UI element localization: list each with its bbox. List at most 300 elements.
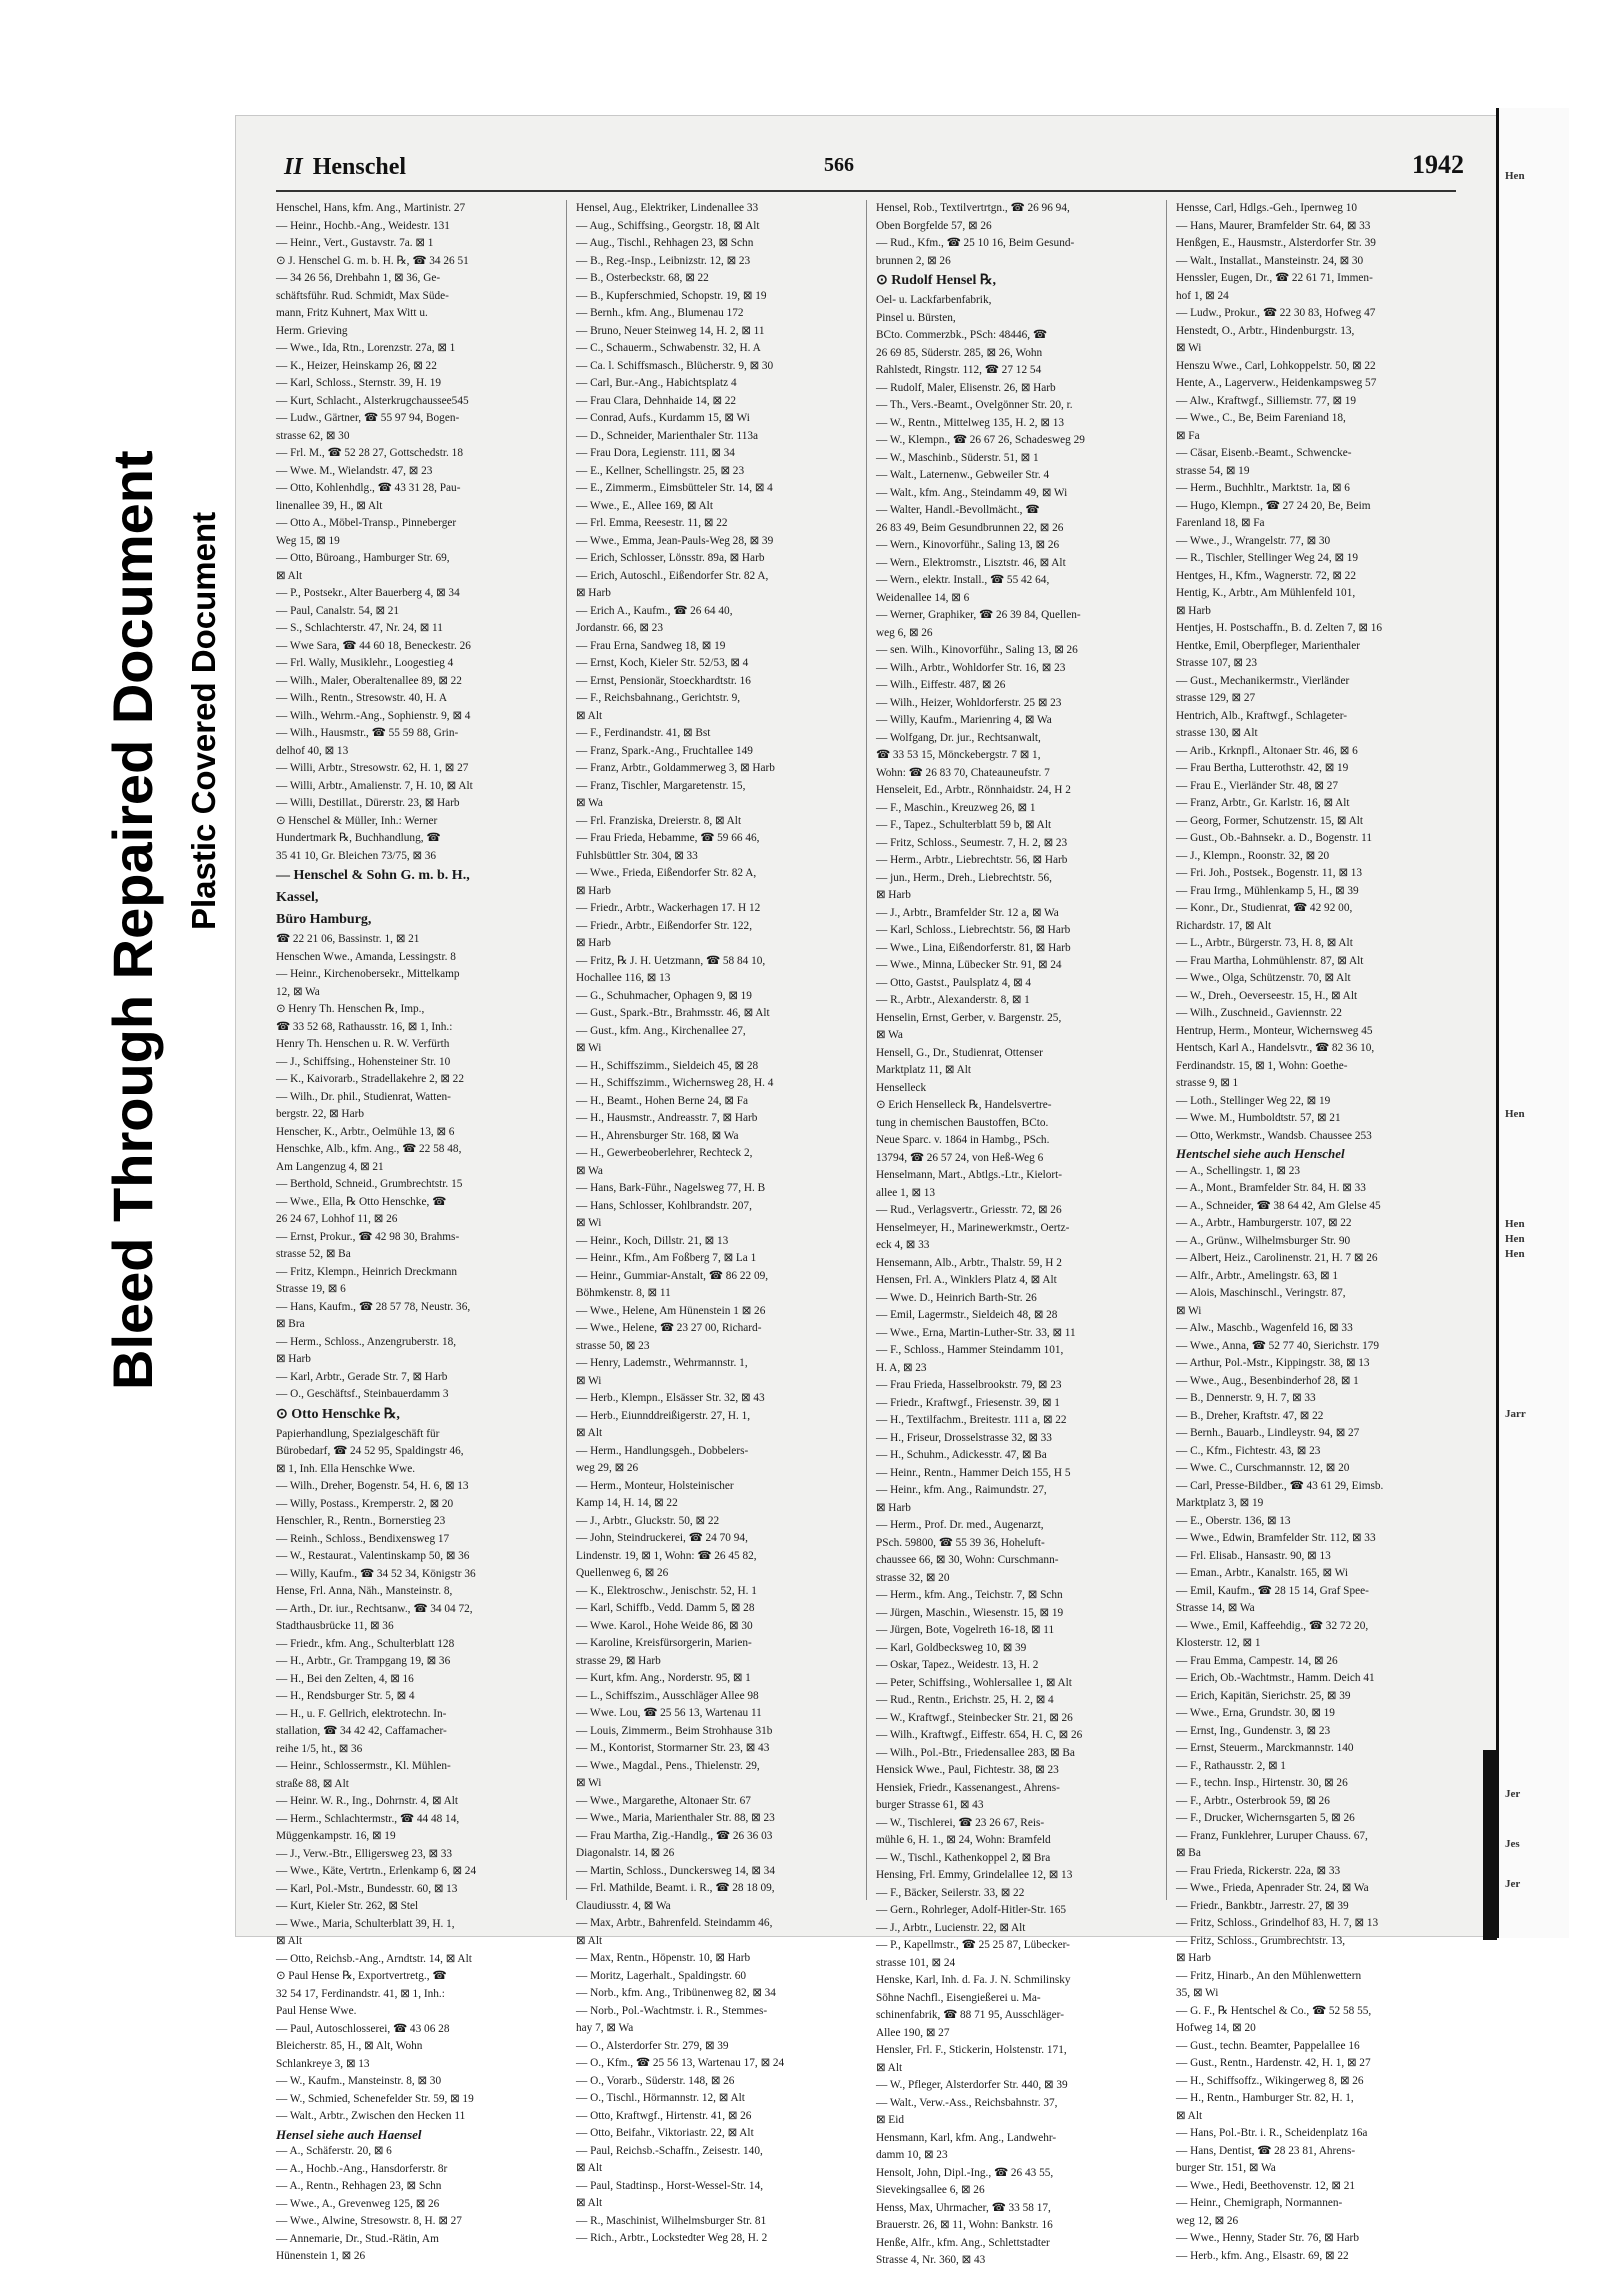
directory-entry: — F., techn. Insp., Hirtenstr. 30, ⊠ 26 [1176, 1777, 1348, 1789]
page-header [284, 150, 1464, 186]
directory-entry: PSch. 59800, ☎ 55 39 36, Hoheluft- [876, 1536, 1045, 1549]
adjacent-page-fragment: Hen [1505, 1233, 1525, 1245]
directory-entry: — Heinr. W. R., Ing., Dohrnstr. 4, ⊠ Alt [276, 1795, 459, 1807]
directory-entry: — Friedr., kfm. Ang., Schulterblatt 128 [276, 1637, 455, 1650]
directory-entry: Hentrup, Herm., Monteur, Wichernsweg 45 [1176, 1024, 1373, 1037]
directory-entry: — W., Dreh., Oeverseestr. 15, H., ⊠ Alt [1176, 989, 1358, 1002]
directory-entry: — H., Bei den Zelten, 4, ⊠ 16 [276, 1672, 414, 1685]
directory-entry: ⊙ Otto Henschke ℞, [276, 1406, 400, 1422]
directory-entry: — Heinr., kfm. Ang., Raimundstr. 27, [876, 1484, 1047, 1496]
directory-entry: — Wilh., Wehrm.-Ang., Sophienstr. 9, ⊠ 4 [276, 709, 471, 722]
directory-entry: ⊠ Alt [276, 569, 303, 582]
directory-entry: ☎ 33 53 15, Mönckebergstr. 7 ⊠ 1, [876, 749, 1041, 761]
directory-entry: — John, Steindruckerei, ☎ 24 70 94, [576, 1532, 748, 1544]
directory-entry: — Wern., Elektromstr., Lisztstr. 46, ⊠ Alt [876, 556, 1066, 569]
directory-entry: — Heinr., Rentn., Hammer Deich 155, H 5 [876, 1466, 1071, 1479]
directory-entry: — Wwe., Hedi, Beethovenstr. 12, ⊠ 21 [1176, 2179, 1355, 2192]
directory-entry: Henschler, R., Rentn., Bornerstieg 23 [276, 1515, 446, 1527]
directory-entry: Henselmeyer, H., Marinewerkmstr., Oertz- [876, 1221, 1070, 1234]
directory-entry: — Carl, Presse-Bildber., ☎ 43 61 29, Eimsb. [1176, 1479, 1384, 1492]
directory-entry: Weidenallee 14, ⊠ 6 [876, 591, 970, 604]
directory-entry: — Ernst, Prokur., ☎ 42 98 30, Brahms- [276, 1230, 460, 1243]
directory-entry: — Max, Arbtr., Bahrenfeld. Steindamm 46, [576, 1917, 773, 1929]
directory-entry: Kassel, [276, 890, 319, 905]
directory-entry: strasse 9, ⊠ 1 [1176, 1077, 1239, 1089]
directory-entry: — E., Kellner, Schellingstr. 25, ⊠ 23 [576, 464, 745, 477]
directory-entry: — A., Grünw., Wilhelmsburger Str. 90 [1176, 1234, 1351, 1247]
directory-entry: — C., Schauerm., Schwabenstr. 32, H. A [576, 342, 761, 354]
directory-entry: ⊙ Rudolf Hensel ℞, [876, 273, 996, 288]
directory-entry: Henszu Wwe., Carl, Lohkoppelstr. 50, ⊠ 22 [1176, 359, 1376, 372]
directory-entry: hay 7, ⊠ Wa [576, 2022, 634, 2034]
directory-entry: eck 4, ⊠ 33 [876, 1239, 930, 1251]
directory-entry: — Wwe., Aug., Besenbinderhof 28, ⊠ 1 [1176, 1374, 1359, 1387]
directory-entry: — Wilh., Eiffestr. 487, ⊠ 26 [876, 679, 1006, 691]
directory-entry: Henße, Alfr., kfm. Ang., Schlettstadter [876, 2236, 1050, 2249]
directory-entry: Henstedt, O., Arbtr., Hindenburgstr. 13, [1176, 324, 1355, 337]
directory-entry: — Wwe. M., Wielandstr. 47, ⊠ 23 [276, 464, 433, 477]
directory-entry: — Hans, Maurer, Bramfelder Str. 64, ⊠ 33 [1176, 219, 1371, 232]
directory-entry: — Wwe., Henny, Stader Str. 76, ⊠ Harb [1176, 2232, 1359, 2244]
directory-entry: — Heinr., Kfm., Am Foßberg 7, ⊠ La 1 [576, 1252, 757, 1264]
directory-entry: — F., Tapez., Schulterblatt 59 b, ⊠ Alt [876, 819, 1052, 831]
directory-entry: — F., Maschin., Kreuzweg 26, ⊠ 1 [876, 801, 1036, 814]
directory-column-3 [876, 200, 1156, 2270]
directory-entry: ⊠ Wa [576, 1164, 603, 1177]
directory-entry: — F., Arbtr., Osterbrook 59, ⊠ 26 [1176, 1794, 1330, 1807]
directory-entry: — Karl, Schloss., Sternstr. 39, H. 19 [276, 377, 442, 389]
directory-entry: — Bernh., kfm. Ang., Blumenau 172 [576, 307, 744, 319]
directory-entry: — Otto, Beifahr., Viktoriastr. 22, ⊠ Alt [576, 2127, 754, 2139]
directory-entry: — A., Schäferstr. 20, ⊠ 6 [276, 2145, 392, 2157]
directory-entry: — Otto, Gastst., Paulsplatz 4, ⊠ 4 [876, 976, 1032, 989]
directory-entry: 26 69 85, Süderstr. 285, ⊠ 26, Wohn [876, 346, 1043, 359]
directory-entry: — Alw., Maschb., Wagenfeld 16, ⊠ 33 [1176, 1322, 1353, 1334]
directory-entry: 26 24 67, Lohhof 11, ⊠ 26 [276, 1213, 398, 1225]
directory-entry: — Herb., kfm. Ang., Elsastr. 69, ⊠ 22 [1176, 2249, 1349, 2262]
directory-entry: Pinsel u. Bürsten, [876, 311, 956, 324]
directory-entry: — Loth., Stellinger Weg 22, ⊠ 19 [1176, 1094, 1331, 1107]
directory-entry: Weg 15, ⊠ 19 [276, 534, 340, 547]
directory-entry: 26 83 49, Beim Gesundbrunnen 22, ⊠ 26 [876, 521, 1064, 534]
directory-entry: — Gust., kfm. Ang., Kirchenallee 27, [576, 1024, 746, 1037]
directory-entry: — Friedr., Arbtr., Eißendorfer Str. 122, [576, 919, 753, 932]
directory-entry: — A., Schellingstr. 1, ⊠ 23 [1176, 1164, 1301, 1177]
directory-entry: — O., Geschäftsf., Steinbauerdamm 3 [276, 1388, 449, 1400]
bleed-through-label: Bleed Through Repaired Document [101, 450, 164, 1390]
directory-entry: strasse 101, ⊠ 24 [876, 1956, 956, 1969]
directory-entry: hof 1, ⊠ 24 [1176, 289, 1229, 302]
directory-entry: — Wilh., Rentn., Stresowstr. 40, H. A [276, 692, 447, 704]
directory-entry: ⊠ Harb [1176, 604, 1211, 617]
directory-entry: — Bernh., Bauarb., Lindleystr. 94, ⊠ 27 [1176, 1427, 1360, 1439]
directory-entry: ⊠ Harb [1176, 1952, 1211, 1964]
directory-entry: — Willi, Arbtr., Amalienstr. 7, H. 10, ⊠ Alt [276, 779, 473, 792]
directory-entry: — H., Rendsburger Str. 5, ⊠ 4 [276, 1690, 415, 1702]
directory-entry: — Walt., Arbtr., Zwischen den Hecken 11 [276, 2110, 466, 2122]
directory-entry: Henssler, Eugen, Dr., ☎ 22 61 71, Immen- [1176, 272, 1373, 284]
directory-entry: — Fritz, Klempn., Heinrich Dreckmann [276, 1265, 458, 1278]
directory-entry: — G. F., ℞ Hentschel & Co., ☎ 52 58 55, [1176, 2004, 1372, 2017]
directory-entry: — Karl, Arbtr., Gerade Str. 7, ⊠ Harb [276, 1370, 448, 1383]
directory-entry: strasse 50, ⊠ 23 [576, 1339, 650, 1352]
directory-entry: Farenland 18, ⊠ Fa [1176, 517, 1265, 529]
directory-entry: ⊠ Harb [576, 884, 611, 897]
directory-entry: — Frau Dora, Legienstr. 111, ⊠ 34 [576, 447, 735, 459]
directory-entry: — Wwe., Käte, Vertrtn., Erlenkamp 6, ⊠ 24 [276, 1865, 477, 1877]
directory-entry: — E., Oberstr. 136, ⊠ 13 [1176, 1514, 1291, 1527]
adjacent-page-fragment: Jarr [1505, 1408, 1526, 1420]
page-number: 566 [824, 154, 854, 176]
directory-entry: — Jürgen, Maschin., Wiesenstr. 15, ⊠ 19 [876, 1606, 1064, 1619]
directory-entry: — Frau Frieda, Hasselbrookstr. 79, ⊠ 23 [876, 1379, 1062, 1391]
directory-entry: — Franz, Tischler, Margaretenstr. 15, [576, 779, 746, 792]
directory-entry: — Heinr., Gummiar-Anstalt, ☎ 86 22 09, [576, 1269, 769, 1282]
directory-entry: — Wwe., Helene, Am Hünenstein 1 ⊠ 26 [576, 1304, 766, 1317]
directory-entry: 35 41 10, Gr. Bleichen 73/75, ⊠ 36 [276, 849, 437, 862]
directory-entry: — A., Arbtr., Hamburgerstr. 107, ⊠ 22 [1176, 1217, 1352, 1229]
directory-entry: — Norb., Pol.-Wachtmstr. i. R., Stemmes- [576, 2004, 768, 2017]
directory-entry: ⊠ Ba [1176, 1847, 1201, 1859]
directory-entry: — Wwe., Ida, Rtn., Lorenzstr. 27a, ⊠ 1 [276, 342, 456, 354]
directory-entry: — O., Kfm., ☎ 25 56 13, Wartenau 17, ⊠ 24 [576, 2057, 785, 2069]
directory-entry: burger Strasse 61, ⊠ 43 [876, 1799, 984, 1811]
directory-entry: Henßgen, E., Hausmstr., Alsterdorfer Str. 39 [1176, 237, 1376, 249]
directory-entry: — Henry, Lademstr., Wehrmannstr. 1, [576, 1357, 748, 1369]
directory-entry: Henss, Max, Uhrmacher, ☎ 33 58 17, [876, 2201, 1051, 2214]
directory-entry: — Wwe., Frieda, Eißendorfer Str. 82 A, [576, 867, 757, 879]
directory-entry: — Otto, Reichsb.-Ang., Arndtstr. 14, ⊠ Alt [276, 1952, 472, 1965]
directory-entry: Lindenstr. 19, ⊠ 1, Wohn: ☎ 26 45 82, [576, 1549, 757, 1562]
directory-entry: strasse 129, ⊠ 27 [1176, 692, 1256, 704]
directory-entry: — Frau Bertha, Lutterothstr. 42, ⊠ 19 [1176, 762, 1349, 774]
directory-entry: — Werner, Graphiker, ☎ 26 39 84, Quellen- [876, 609, 1081, 621]
directory-entry: — E., Zimmerm., Eimsbütteler Str. 14, ⊠ 4 [576, 482, 773, 494]
directory-entry: 32 54 17, Ferdinandstr. 41, ⊠ 1, Inh.: [276, 1987, 445, 2000]
directory-entry: Büro Hamburg, [276, 912, 372, 927]
directory-entry: — Ernst, Koch, Kieler Str. 52/53, ⊠ 4 [576, 657, 749, 669]
directory-entry: Hensler, Frl. F., Stickerin, Holstenstr. 171, [876, 2044, 1067, 2056]
directory-entry: — Franz, Funklehrer, Luruper Chauss. 67, [1176, 1829, 1368, 1842]
directory-entry: Henske, Karl, Inh. d. Fa. J. N. Schmilinsky [876, 1974, 1071, 1986]
directory-entry: — Herm., Handlungsgeh., Dobbelers- [576, 1444, 749, 1457]
directory-entry: Jordanstr. 66, ⊠ 23 [576, 622, 663, 634]
directory-entry: — Oskar, Tapez., Weidestr. 13, H. 2 [876, 1659, 1039, 1671]
directory-entry: ⊠ Harb [276, 1353, 311, 1365]
directory-entry: Henschke, Alb., kfm. Ang., ☎ 22 58 48, [276, 1143, 462, 1155]
directory-entry: straße 88, ⊠ Alt [276, 1777, 349, 1790]
directory-entry: — Arth., Dr. iur., Rechtsanw., ☎ 34 04 72, [276, 1602, 473, 1615]
directory-entry: BCto. Commerzbk., PSch: 48446, ☎ [876, 329, 1047, 341]
directory-entry: Hensell, G., Dr., Studienrat, Ottenser [876, 1046, 1043, 1059]
directory-entry: Herm. Grieving [276, 324, 348, 337]
directory-entry: — Aug., Tischl., Rehhagen 23, ⊠ Schn [576, 237, 754, 249]
directory-entry: — Willy, Postass., Kremperstr. 2, ⊠ 20 [276, 1497, 454, 1510]
directory-entry: — Reinh., Schloss., Bendixensweg 17 [276, 1532, 450, 1545]
directory-entry: Hensick Wwe., Paul, Fichtestr. 38, ⊠ 23 [876, 1764, 1059, 1776]
directory-entry: — H., Textilfachm., Breitestr. 111 a, ⊠ 22 [876, 1414, 1067, 1426]
directory-entry: — Wwe. M., Humboldtstr. 57, ⊠ 21 [1176, 1112, 1341, 1124]
directory-entry: — Martin, Schloss., Dunckersweg 14, ⊠ 34 [576, 1864, 775, 1877]
directory-entry: Marktplatz 11, ⊠ Alt [876, 1064, 972, 1076]
directory-entry: — K., Kaivorarb., Stradellakehre 2, ⊠ 22 [276, 1073, 464, 1085]
directory-entry: — Th., Vers.-Beamt., Ovelgönner Str. 20, r. [876, 399, 1073, 411]
directory-entry: Hofweg 14, ⊠ 20 [1176, 2022, 1256, 2034]
directory-entry: — Bruno, Neuer Steinweg 14, H. 2, ⊠ 11 [576, 324, 765, 337]
directory-entry: — Frl. Franziska, Dreierstr. 8, ⊠ Alt [576, 814, 742, 827]
directory-entry: — P., Kapellmstr., ☎ 25 25 87, Lübecker- [876, 1939, 1070, 1951]
directory-entry: — Wwe., Edwin, Bramfelder Str. 112, ⊠ 33 [1176, 1532, 1376, 1544]
directory-entry: — 34 26 56, Drehbahn 1, ⊠ 36, Ge- [276, 272, 441, 284]
directory-entry: linenallee 39, H., ⊠ Alt [276, 499, 383, 512]
directory-entry: strasse 29, ⊠ Harb [576, 1654, 661, 1667]
directory-entry: — Heinr., Vert., Gustavstr. 7a. ⊠ 1 [276, 237, 434, 249]
directory-entry: — Berthold, Schneid., Grumbrechtstr. 15 [276, 1178, 463, 1190]
directory-entry: Ferdinandstr. 15, ⊠ 1, Wohn: Goethe- [1176, 1059, 1348, 1072]
directory-entry: — F., Ferdinandstr. 41, ⊠ Bst [576, 727, 711, 739]
directory-entry: Brauerstr. 26, ⊠ 11, Wohn: Bankstr. 16 [876, 2219, 1053, 2231]
directory-entry: — Wwe., Minna, Lübecker Str. 91, ⊠ 24 [876, 959, 1062, 971]
column-divider [866, 200, 867, 1900]
directory-entry: — Fritz, Schloss., Grumbrechtstr. 13, [1176, 1934, 1346, 1947]
directory-entry: Hentjes, H. Postschaffn., B. d. Zelten 7, ⊠ 16 [1176, 622, 1382, 634]
directory-entry: ⊠ Wi [576, 1777, 602, 1789]
directory-entry: — Wwe. C., Curschmannstr. 12, ⊠ 20 [1176, 1462, 1350, 1474]
directory-entry: — M., Kontorist, Stormarner Str. 23, ⊠ 43 [576, 1742, 770, 1754]
directory-entry: — R., Arbtr., Alexanderstr. 8, ⊠ 1 [876, 994, 1030, 1006]
directory-entry: — F., Bäcker, Seilerstr. 33, ⊠ 22 [876, 1886, 1025, 1899]
directory-entry: — J., Arbtr., Bramfelder Str. 12 a, ⊠ Wa [876, 906, 1059, 919]
directory-entry: Hensel, Aug., Elektriker, Lindenallee 33 [576, 202, 759, 214]
directory-entry: — B., Osterbeckstr. 68, ⊠ 22 [576, 272, 709, 284]
directory-entry: — H., Schiffszimm., Wichernsweg 28, H. 4 [576, 1077, 774, 1089]
directory-entry: — F., Rathausstr. 2, ⊠ 1 [1176, 1759, 1286, 1772]
directory-entry: — K., Heizer, Heinskamp 26, ⊠ 22 [276, 359, 437, 372]
directory-entry: — A., Mont., Bramfelder Str. 84, H. ⊠ 33 [1176, 1182, 1366, 1194]
directory-entry: — Wwe., Erna, Grundstr. 30, ⊠ 19 [1176, 1707, 1335, 1719]
directory-entry: — Louis, Zimmerm., Beim Strohhause 31b [576, 1724, 773, 1737]
adjacent-page-fragment: Hen [1505, 170, 1525, 182]
directory-entry: — D., Schneider, Marienthaler Str. 113a [576, 429, 759, 442]
directory-entry: — H., Schiffsoffz., Wikingerweg 8, ⊠ 26 [1176, 2074, 1364, 2087]
directory-entry: — F., Schloss., Hammer Steindamm 101, [876, 1344, 1064, 1356]
directory-entry: — Herm., Buchhltr., Marktstr. 1a, ⊠ 6 [1176, 482, 1350, 494]
directory-entry: — Wwe., Emma, Jean-Pauls-Weg 28, ⊠ 39 [576, 534, 774, 547]
directory-entry: — Rud., Verlagsvertr., Griesstr. 72, ⊠ 26 [876, 1204, 1062, 1216]
directory-entry: — Max, Rentn., Höpenstr. 10, ⊠ Harb [576, 1952, 751, 1964]
directory-entry: — B., Reg.-Insp., Leibnizstr. 12, ⊠ 23 [576, 254, 751, 267]
directory-entry: ⊠ Fa [1176, 429, 1200, 442]
directory-columns [276, 200, 1466, 2266]
directory-entry: strasse 32, ⊠ 20 [876, 1571, 950, 1584]
directory-entry: — H., Ahrensburger Str. 168, ⊠ Wa [576, 1129, 739, 1142]
directory-entry: — Ernst, Steuerm., Marckmannstr. 140 [1176, 1742, 1354, 1754]
directory-entry: — Frau Erna, Sandweg 18, ⊠ 19 [576, 639, 726, 652]
directory-entry: ⊠ Alt [1176, 2109, 1203, 2122]
directory-entry: — Arthur, Pol.-Mstr., Kippingstr. 38, ⊠ 13 [1176, 1357, 1370, 1369]
directory-entry: — Herm., Prof. Dr. med., Augenarzt, [876, 1519, 1044, 1531]
directory-entry: — W., Tischlerei, ☎ 23 26 67, Reis- [876, 1816, 1045, 1829]
directory-entry: — Gern., Rohrleger, Adolf-Hitler-Str. 165 [876, 1904, 1067, 1916]
directory-entry: reihe 1/5, ht., ⊠ 36 [276, 1742, 363, 1755]
directory-entry: — Wwe., Emil, Kaffeehdig., ☎ 32 72 20, [1176, 1619, 1369, 1632]
directory-entry: — O., Tischl., Hörmannstr. 12, ⊠ Alt [576, 2092, 745, 2104]
directory-entry: Hentrich, Alb., Kraftwgf., Schlageter- [1176, 709, 1348, 722]
directory-entry: — Willi, Arbtr., Stresowstr. 62, H. 1, ⊠ 27 [276, 762, 469, 774]
directory-entry: Hentsch, Karl A., Handelsvtr., ☎ 82 36 10, [1176, 1042, 1375, 1054]
directory-entry: Bleicherstr. 85, H., ⊠ Alt, Wohn [276, 2040, 423, 2052]
directory-entry: — Herm., Monteur, Holsteinischer [576, 1479, 734, 1492]
directory-entry: weg 6, ⊠ 26 [876, 626, 933, 639]
directory-entry: — C., Kfm., Fichtestr. 43, ⊠ 23 [1176, 1444, 1321, 1457]
directory-entry: — W., Maschinb., Süderstr. 51, ⊠ 1 [876, 451, 1039, 464]
directory-entry: — Walt., kfm. Ang., Steindamm 49, ⊠ Wi [876, 486, 1068, 499]
directory-entry: — Herm., Schlachtermstr., ☎ 44 48 14, [276, 1812, 460, 1825]
directory-entry: Henry Th. Henschen u. R. W. Verfürth [276, 1038, 450, 1050]
column-divider [1166, 200, 1167, 1900]
directory-entry: — Walt., Installat., Mansteinstr. 24, ⊠ 30 [1176, 254, 1364, 267]
directory-entry: — Wwe. D., Heinrich Barth-Str. 26 [876, 1291, 1037, 1304]
directory-entry: — Alw., Kraftwgf., Silliemstr. 77, ⊠ 19 [1176, 394, 1357, 407]
directory-entry: — H., Arbtr., Gr. Trampgang 19, ⊠ 36 [276, 1655, 451, 1667]
directory-entry: — Wwe., Anna, ☎ 52 77 40, Sierichstr. 179 [1176, 1339, 1380, 1352]
adjacent-page-fragment: Jer [1505, 1788, 1521, 1800]
directory-entry: — Hugo, Klempn., ☎ 27 24 20, Be, Beim [1176, 499, 1371, 512]
directory-entry: — Henschel & Sohn G. m. b. H., [276, 868, 470, 883]
directory-entry: — J., Verw.-Btr., Elligersweg 23, ⊠ 33 [276, 1847, 453, 1860]
directory-entry: — Wilh., Dreher, Bogenstr. 54, H. 6, ⊠ 13 [276, 1480, 469, 1492]
directory-entry: — Rud., Kfm., ☎ 25 10 16, Beim Gesund- [876, 237, 1075, 249]
directory-entry: — Wwe., J., Wrangelstr. 77, ⊠ 30 [1176, 534, 1331, 547]
directory-entry: — Gust., Ob.-Bahnsekr. a. D., Bogenstr. 11 [1176, 832, 1373, 844]
directory-entry: — Erich, Schlosser, Lönsstr. 89a, ⊠ Harb [576, 552, 765, 564]
directory-entry: — Hans, Kaufm., ☎ 28 57 78, Neustr. 36, [276, 1300, 471, 1313]
directory-entry: tung in chemischen Baustoffen, BCto. [876, 1116, 1049, 1129]
directory-entry: ⊙ Paul Hense ℞, Exportvertretg., ☎ [276, 1970, 447, 1982]
directory-entry: — Cäsar, Eisenb.-Beamt., Schwencke- [1176, 447, 1352, 459]
directory-entry: — Emil, Lagermstr., Sieldeich 48, ⊠ 28 [876, 1309, 1058, 1321]
directory-entry: — Karoline, Kreisfürsorgerin, Marien- [576, 1637, 752, 1649]
directory-entry: Hensmann, Karl, kfm. Ang., Landwehr- [876, 2131, 1057, 2144]
directory-entry: — Herb., Eiunnddreißigerstr. 27, H. 1, [576, 1409, 751, 1422]
directory-entry: — W., Restaurat., Valentinskamp 50, ⊠ 36 [276, 1550, 470, 1562]
directory-entry: — Otto, Kraftwgf., Hirtenstr. 41, ⊠ 26 [576, 2109, 752, 2122]
directory-entry: — H., Gewerbeoberlehrer, Rechteck 2, [576, 1147, 753, 1159]
directory-entry: Hensiek, Friedr., Kassenangest., Ahrens- [876, 1781, 1060, 1794]
directory-entry: ⊠ Wi [576, 1374, 602, 1387]
directory-entry: — J., Arbtr., Lucienstr. 22, ⊠ Alt [876, 1921, 1026, 1934]
directory-entry: — Frl. Emma, Reesestr. 11, ⊠ 22 [576, 517, 728, 529]
directory-entry: weg 12, ⊠ 26 [1176, 2214, 1239, 2227]
directory-entry: — L., Schiffszim., Ausschläger Allee 98 [576, 1689, 759, 1702]
directory-entry: — Wwe., Frieda, Apenrader Str. 24, ⊠ Wa [1176, 1882, 1369, 1894]
directory-entry: — Paul, Stadtinsp., Horst-Wessel-Str. 14, [576, 2179, 764, 2192]
directory-entry: Hense, Frl. Anna, Näh., Mansteinstr. 8, [276, 1585, 453, 1597]
directory-entry: Strasse 19, ⊠ 6 [276, 1283, 346, 1295]
directory-entry: — Friedr., Kraftwgf., Friesenstr. 39, ⊠ 1 [876, 1396, 1060, 1409]
directory-entry: — Wern., elektr. Install., ☎ 55 42 64, [876, 574, 1050, 586]
directory-entry: strasse 52, ⊠ Ba [276, 1248, 351, 1260]
directory-entry: Papierhandlung, Spezialgeschäft für [276, 1427, 440, 1440]
directory-entry: — J., Schiffsing., Hohensteiner Str. 10 [276, 1055, 451, 1068]
directory-entry: Henschel, Hans, kfm. Ang., Martinistr. 27 [276, 202, 466, 214]
directory-entry: — O., Alsterdorfer Str. 279, ⊠ 39 [576, 2039, 729, 2052]
directory-entry: Sievekingsallee 6, ⊠ 26 [876, 2184, 985, 2196]
directory-entry: — B., Dennerstr. 9, H. 7, ⊠ 33 [1176, 1392, 1316, 1404]
directory-entry: Strasse 14, ⊠ Wa [1176, 1602, 1255, 1614]
directory-entry: Hensemann, Alb., Arbtr., Thalstr. 59, H 2 [876, 1256, 1062, 1269]
directory-entry: Marktplatz 3, ⊠ 19 [1176, 1497, 1264, 1509]
directory-entry: ⊠ Alt [576, 1427, 603, 1439]
directory-entry: — Wwe., A., Grevenweg 125, ⊠ 26 [276, 2197, 440, 2210]
directory-column-1 [276, 200, 556, 2266]
directory-entry: 13794, ☎ 26 57 24, von Heß-Weg 6 [876, 1151, 1044, 1164]
directory-entry: — Eman., Arbtr., Kanalstr. 165, ⊠ Wi [1176, 1567, 1348, 1579]
directory-entry: Hentschel siehe auch Henschel [1176, 1146, 1345, 1161]
directory-entry: mann, Fritz Kuhnert, Max Witt u. [276, 307, 428, 319]
directory-entry: — Rud., Rentn., Erichstr. 25, H. 2, ⊠ 4 [876, 1694, 1054, 1706]
directory-entry: — Otto, Werkmstr., Wandsb. Chaussee 253 [1176, 1129, 1372, 1142]
directory-entry: — Ca. l. Schiffsmasch., Blücherstr. 9, ⊠ 30 [576, 359, 774, 372]
directory-entry: — S., Schlachterstr. 47, Nr. 24, ⊠ 11 [276, 622, 443, 634]
directory-entry: Oben Borgfelde 57, ⊠ 26 [876, 219, 992, 232]
directory-entry: Paul Hense Wwe. [276, 2005, 357, 2017]
directory-entry: — J., Arbtr., Gluckstr. 50, ⊠ 22 [576, 1514, 720, 1527]
directory-entry: strasse 62, ⊠ 30 [276, 429, 350, 442]
directory-entry: — Erich, Autoschl., Eißendorfer Str. 82 A, [576, 569, 769, 582]
directory-entry: — Kurt, Schlacht., Alsterkrugchaussee545 [276, 394, 469, 407]
directory-entry: — Frau Frieda, Hebamme, ☎ 59 66 46, [576, 832, 760, 844]
directory-entry: — Walt., Verw.-Ass., Reichsbahnstr. 37, [876, 2096, 1058, 2109]
directory-entry: — Wilh., Hausmstr., ☎ 55 59 88, Grin- [276, 727, 459, 739]
directory-entry: ⊠ Wi [1176, 342, 1202, 354]
directory-entry: — Frau Martha, Zig.-Handlg., ☎ 26 36 03 [576, 1829, 773, 1842]
directory-entry: — A., Schneider, ☎ 38 64 42, Am Glelse 45 [1176, 1199, 1381, 1212]
directory-entry: brunnen 2, ⊠ 26 [876, 254, 951, 267]
directory-entry: Oel- u. Lackfarbenfabrik, [876, 294, 992, 306]
adjacent-page-strip [1496, 108, 1569, 1938]
directory-entry: — Herm., kfm. Ang., Teichstr. 7, ⊠ Schn [876, 1589, 1063, 1601]
directory-entry: — Wwe., Margarethe, Altonaer Str. 67 [576, 1794, 751, 1807]
directory-entry: — H., Schiffszimm., Sieldeich 45, ⊠ 28 [576, 1059, 759, 1072]
directory-entry: — Willy, Kaufm., ☎ 34 52 34, Königstr 36 [276, 1567, 476, 1580]
directory-entry: — Wern., Kinovorführ., Saling 13, ⊠ 26 [876, 539, 1060, 551]
directory-entry: — Franz, Arbtr., Gr. Karlstr. 16, ⊠ Alt [1176, 797, 1350, 809]
directory-entry: — Frau Emma, Campestr. 14, ⊠ 26 [1176, 1654, 1338, 1667]
directory-entry: — Wwe., C., Be, Beim Fareniand 18, [1176, 412, 1346, 424]
directory-entry: — Fritz, Hinarb., An den Mühlenwettern [1176, 1969, 1362, 1982]
directory-entry: Henselmann, Mart., Abtlgs.-Ltr., Kielort- [876, 1169, 1063, 1181]
directory-entry: schinenfabrik, ☎ 88 71 95, Ausschläger- [876, 2009, 1064, 2021]
directory-entry: — Wilh., Kraftwgf., Eiffestr. 654, H. C, ⊠ 26 [876, 1729, 1083, 1741]
directory-entry: — Wwe., Ella, ℞ Otto Henschke, ☎ [276, 1195, 447, 1208]
directory-entry: — Wwe., Lina, Eißendorferstr. 81, ⊠ Harb [876, 941, 1071, 954]
directory-entry: — Frl. M., ☎ 52 28 27, Gottschedstr. 18 [276, 447, 463, 459]
directory-entry: — Wolfgang, Dr. jur., Rechtsanwalt, [876, 731, 1041, 744]
directory-entry: — Heinr., Hochb.-Ang., Weidestr. 131 [276, 219, 450, 232]
directory-entry: Hentke, Emil, Oberpfleger, Marienthaler [1176, 639, 1360, 652]
directory-entry: ⊠ Wi [576, 1042, 602, 1054]
directory-entry: ⊠ Wa [876, 1029, 903, 1041]
directory-entry: — Karl, Schloss., Liebrechtstr. 56, ⊠ Harb [876, 924, 1071, 936]
directory-entry: — F., Drucker, Wichernsgarten 5, ⊠ 26 [1176, 1812, 1355, 1824]
directory-entry: Hensen, Frl. A., Winklers Platz 4, ⊠ Alt [876, 1274, 1057, 1286]
directory-entry: — O., Vorarb., Süderstr. 148, ⊠ 26 [576, 2074, 735, 2087]
directory-entry: Fuhlsbüttler Str. 304, ⊠ 33 [576, 849, 698, 862]
directory-entry: — Wwe., Maria, Schulterblatt 39, H. 1, [276, 1917, 455, 1930]
directory-entry: — R., Maschinist, Wilhelmsburger Str. 81 [576, 2214, 767, 2227]
directory-entry: — Herm., Arbtr., Liebrechtstr. 56, ⊠ Harb [876, 854, 1068, 866]
